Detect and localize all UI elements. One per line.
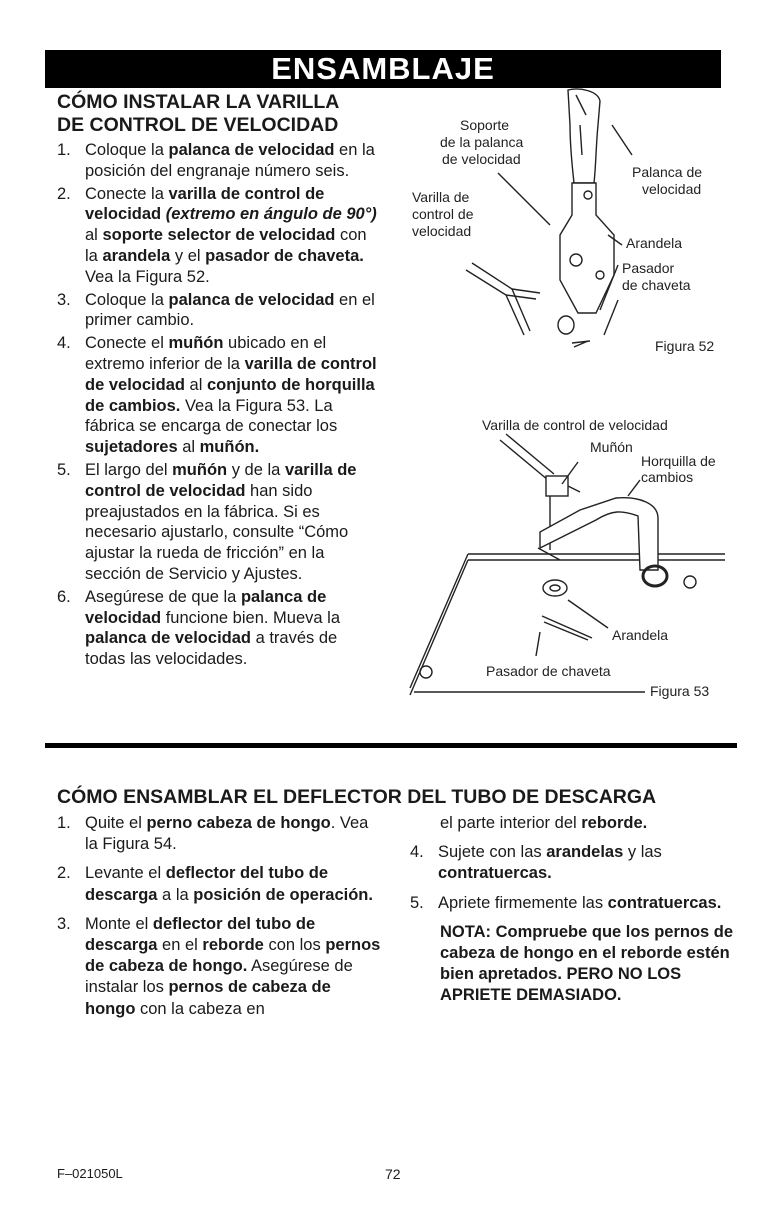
- step-number: 5.: [57, 460, 71, 479]
- bold-term: perno cabeza de hongo: [146, 814, 331, 832]
- fig53-label-pasador: Pasador de chaveta: [486, 663, 611, 679]
- text-run: Monte el: [85, 914, 153, 933]
- text-run: Conecte el: [85, 334, 169, 353]
- section2-title: CÓMO ENSAMBLAR EL DEFLECTOR DEL TUBO DE DESCARGA: [57, 786, 657, 808]
- step-item: [57, 914, 382, 1020]
- bold-term: palanca de velocidad: [85, 629, 251, 648]
- figure-53: [400, 410, 730, 710]
- bold-term: pernos de cabeza de hongo: [85, 978, 331, 1018]
- text-run: con los: [263, 936, 326, 955]
- bold-term: muñón: [168, 334, 224, 353]
- step-number: 1.: [57, 814, 71, 832]
- text-run: han sido preajustados en la fábrica. Si es necesario ajustarlo, consulte “Cómo ajustar la rueda de fricción” en la sección de Servicio y Ajustes.: [85, 481, 349, 583]
- section2-left-column: [57, 813, 382, 1028]
- text-run: a la: [157, 885, 194, 904]
- step-item: [57, 290, 377, 332]
- step-item: [57, 460, 377, 585]
- fig53-label-horquilla-2: cambios: [641, 469, 694, 485]
- text-run: Asegúrese de que la: [85, 587, 241, 606]
- text-run: con la: [85, 226, 367, 265]
- bold-term: pernos de cabeza de hongo.: [85, 936, 381, 976]
- deflector-note: NOTA: Compruebe que los pernos de cabeza de hongo en el reborde estén bien apretados. PERO NO LOS APRIETE DEMASIADO.: [440, 922, 734, 1005]
- text-run: y las: [623, 843, 662, 862]
- step-number: 2.: [57, 184, 71, 203]
- fig52-label-soporte-2: de la palanca: [440, 134, 524, 150]
- text-run: Levante el: [85, 864, 166, 883]
- text-run: al: [85, 226, 103, 245]
- text-run: Conecte la: [85, 184, 169, 203]
- fig53-label-munon: Muñón: [590, 439, 633, 455]
- section-divider: [45, 743, 737, 748]
- bold-term: (extremo en ángulo de 90°): [165, 205, 377, 224]
- fig53-label-varilla: Varilla de control de velocidad: [482, 417, 668, 433]
- bold-term: varilla de control de velocidad: [85, 184, 325, 224]
- fig52-caption: Figura 52: [655, 338, 715, 354]
- text-run: Vea la Figura 52.: [85, 267, 210, 286]
- text-run: en el primer cambio.: [85, 290, 375, 330]
- fig52-label-palanca-1: Palanca de: [632, 164, 703, 180]
- text-run: Coloque la: [85, 290, 169, 309]
- step-number: 3.: [57, 914, 71, 933]
- bold-term: muñón: [172, 460, 228, 479]
- fig52-label-pasador-2: de chaveta: [622, 277, 691, 293]
- step3-continuation: [410, 813, 740, 834]
- text-run: Vea la Figura 53. La fábrica se encarga de conectar los: [85, 396, 338, 436]
- step-number: 4.: [57, 334, 71, 353]
- step-item: [57, 184, 377, 288]
- bold-term: pasador de chaveta.: [205, 246, 364, 265]
- bold-term: reborde.: [581, 814, 648, 832]
- text-run: a través de todas las velocidades.: [85, 629, 338, 669]
- fig52-label-palanca-2: velocidad: [642, 181, 702, 197]
- text-run: y el: [170, 246, 206, 265]
- bold-term: palanca de velocidad: [85, 587, 327, 627]
- step-number: 4.: [410, 843, 424, 862]
- bold-term: contratuercas.: [438, 864, 552, 883]
- fig52-label-pasador-1: Pasador: [622, 260, 675, 276]
- figure-53-drawing: [400, 410, 730, 710]
- fig52-label-soporte-1: Soporte: [460, 117, 510, 133]
- deflector-steps-left: [57, 813, 382, 1020]
- bold-term: palanca de velocidad: [168, 141, 335, 159]
- text-run: en la posición del engranaje número seis.: [85, 141, 375, 180]
- section1-title-line2: DE CONTROL DE VELOCIDAD: [57, 114, 339, 136]
- bold-term: arandelas: [546, 843, 624, 862]
- fig52-label-varilla-2: control de: [412, 206, 474, 222]
- page-number: 72: [385, 1166, 401, 1182]
- step-item: [57, 863, 382, 905]
- step-item: [57, 587, 377, 670]
- bold-term: deflector del tubo de descarga: [85, 914, 316, 955]
- bold-term: palanca de velocidad: [168, 290, 335, 309]
- text-run: al: [184, 375, 207, 394]
- step-item: [410, 842, 740, 884]
- step-item: [57, 333, 377, 458]
- text-run: en el: [157, 936, 203, 955]
- bold-term: varilla de control de velocidad: [85, 354, 377, 394]
- step-number: 2.: [57, 864, 71, 883]
- text-run: con la cabeza en: [135, 999, 265, 1018]
- text-run: Apriete firmemente las: [438, 893, 608, 912]
- bold-term: arandela: [102, 246, 171, 265]
- fig52-label-soporte-3: de velocidad: [442, 151, 521, 167]
- step-number: 6.: [57, 587, 71, 606]
- fig52-label-varilla-1: Varilla de: [412, 189, 470, 205]
- deflector-steps-right: [410, 842, 740, 914]
- figure-52: [400, 85, 730, 365]
- step-item: [57, 813, 382, 855]
- text-run: el parte interior del: [440, 814, 582, 832]
- section1-title-line1: CÓMO INSTALAR LA VARILLA: [57, 91, 340, 113]
- text-run: El largo del: [85, 460, 173, 479]
- text-run: y de la: [227, 460, 285, 479]
- fig52-label-varilla-3: velocidad: [412, 223, 472, 239]
- step-number: 1.: [57, 141, 71, 159]
- bold-term: soporte selector de velocidad: [102, 226, 336, 245]
- step-item: [57, 140, 377, 182]
- text-run: Coloque la: [85, 141, 169, 159]
- bold-term: varilla de control de velocidad: [85, 460, 357, 500]
- bold-term: posición de operación.: [193, 885, 373, 904]
- step-number: 5.: [410, 893, 424, 912]
- text-run: Sujete con las: [438, 843, 547, 862]
- step-item: [410, 893, 740, 914]
- step-number: 3.: [57, 290, 71, 309]
- bold-term: sujetadores: [85, 438, 178, 457]
- bold-term: muñón.: [199, 438, 260, 457]
- section2-right-column: [410, 813, 740, 1007]
- fig52-label-arandela: Arandela: [626, 235, 683, 251]
- text-run: ubicado en el extremo inferior de la: [85, 334, 327, 373]
- fig53-label-arandela: Arandela: [612, 627, 669, 643]
- section1-title: [57, 91, 387, 137]
- figure-52-drawing: [400, 85, 730, 365]
- text-run: al: [177, 438, 200, 457]
- document-code: F–021050L: [57, 1166, 123, 1181]
- text-run: Quite el: [85, 814, 147, 832]
- bold-term: conjunto de horquilla de cambios.: [85, 375, 375, 415]
- text-run: Asegúrese de instalar los: [85, 957, 353, 997]
- section-banner: ENSAMBLAJE: [45, 50, 721, 88]
- bold-term: reborde: [202, 936, 264, 955]
- fig53-label-horquilla-1: Horquilla de: [641, 453, 716, 469]
- text-run: . Vea la Figura 54.: [85, 814, 369, 854]
- bold-term: contratuercas.: [607, 893, 722, 912]
- fig53-caption: Figura 53: [650, 683, 710, 699]
- text-run: funcione bien. Mueva la: [161, 608, 340, 627]
- bold-term: deflector del tubo de descarga: [85, 864, 328, 904]
- speed-rod-steps-list: [57, 140, 377, 672]
